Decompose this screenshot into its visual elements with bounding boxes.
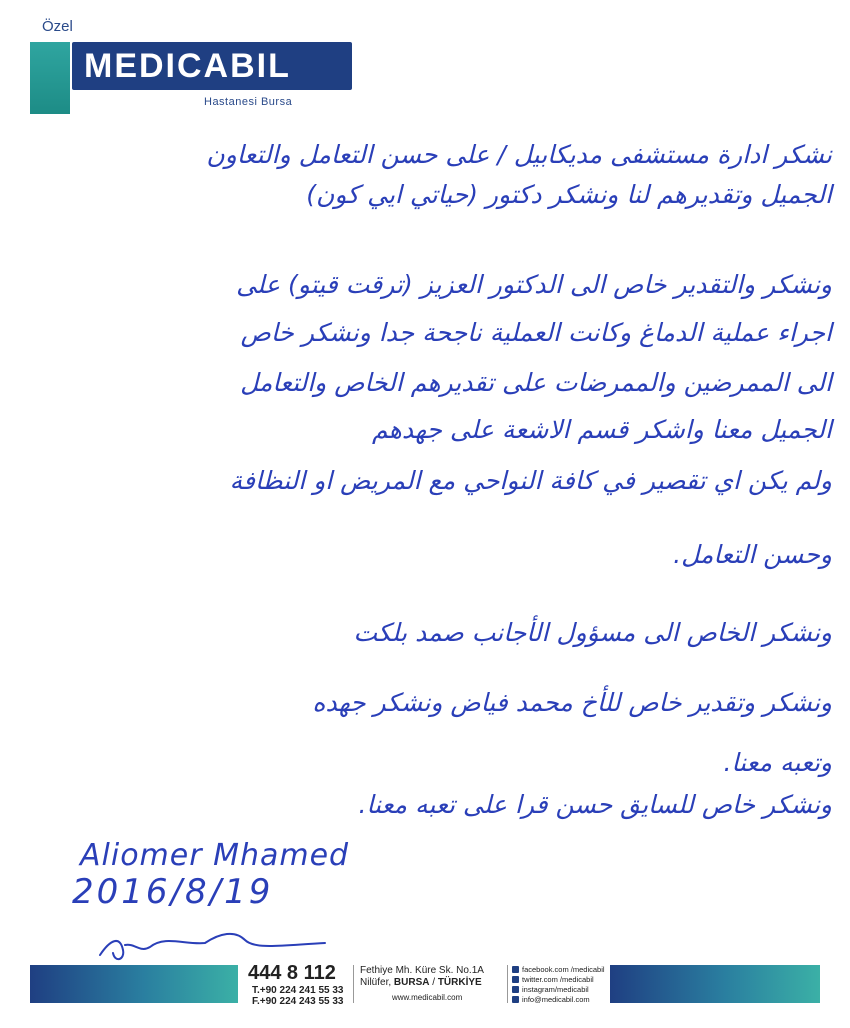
letter-line: اجراء عملية الدماغ وكانت العملية ناجحة جدا ونشكر خاص xyxy=(240,318,832,347)
signature-scribble xyxy=(95,915,335,965)
letter-line: ونشكر الخاص الى مسؤول الأجانب صمد بلكت xyxy=(353,618,832,647)
letter-line: نشكر ادارة مستشفى مديكابيل / على حسن التعامل والتعاون xyxy=(206,140,832,169)
logo-brand-box xyxy=(72,42,352,90)
facebook-icon xyxy=(512,966,519,973)
footer-website: www.medicabil.com xyxy=(392,993,463,1002)
letter-line: وحسن التعامل. xyxy=(673,540,832,569)
hospital-logo xyxy=(30,18,330,108)
footer-band-left xyxy=(30,965,238,1003)
logo-ozel-text: Özel xyxy=(42,18,73,35)
footer-social-list xyxy=(512,964,605,1004)
email-icon xyxy=(512,996,519,1003)
social-row xyxy=(512,974,605,984)
signature-name: Aliomer Mhamed xyxy=(80,838,350,873)
footer-divider xyxy=(507,965,508,1003)
letter-line: ولم يكن اي تقصير في كافة النواحي مع المريض او النظافة xyxy=(229,466,832,495)
social-email: info@medicabil.com xyxy=(522,994,590,1004)
logo-teal-mark xyxy=(30,42,70,114)
footer-tel-fax xyxy=(252,985,343,1007)
logo-subtitle: Hastanesi Bursa xyxy=(204,96,293,108)
social-instagram: instagram/medicabil xyxy=(522,984,589,994)
signature-date: 2016/8/19 xyxy=(72,872,274,912)
footer-address-line1: Fethiye Mh. Küre Sk. No.1A xyxy=(360,965,484,976)
social-row xyxy=(512,994,605,1004)
social-twitter: twitter.com /medicabil xyxy=(522,974,594,984)
footer-address xyxy=(360,965,484,989)
twitter-icon xyxy=(512,976,519,983)
footer-band-right xyxy=(610,965,820,1003)
logo-brand-text: MEDICABIL xyxy=(84,47,291,85)
footer-tel: T.+90 224 241 55 33 xyxy=(252,985,344,996)
letter-line: الى الممرضين والممرضات على تقديرهم الخاص والتعامل xyxy=(240,368,832,397)
social-row xyxy=(512,984,605,994)
social-row xyxy=(512,964,605,974)
letter-line: ونشكر وتقدير خاص للأخ محمد فياض ونشكر جهده xyxy=(312,688,832,717)
letter-line: وتعبه معنا. xyxy=(723,748,832,777)
footer-address-sep: / xyxy=(432,977,436,988)
social-facebook: facebook.com /medicabil xyxy=(522,964,605,974)
instagram-icon xyxy=(512,986,519,993)
letter-line: الجميل معنا واشكر قسم الاشعة على جهدهم xyxy=(372,415,832,444)
footer-phone: 444 8 112 xyxy=(248,962,336,984)
footer-district: Nilüfer, xyxy=(360,977,392,988)
footer-fax: F.+90 224 243 55 33 xyxy=(252,996,344,1007)
footer-city: BURSA xyxy=(393,977,430,988)
footer-address-line2 xyxy=(360,977,484,989)
letter-line: الجميل وتقديرهم لنا ونشكر دكتور (حياتي ايي كون) xyxy=(306,180,832,209)
footer-country: TÜRKİYE xyxy=(437,977,482,988)
letter-line: ونشكر والتقدير خاص الى الدكتور العزيز (ترقت قيتو) على xyxy=(236,270,832,299)
letter-line: ونشكر خاص للسايق حسن قرا على تعبه معنا. xyxy=(358,790,832,819)
footer-divider xyxy=(353,965,354,1003)
